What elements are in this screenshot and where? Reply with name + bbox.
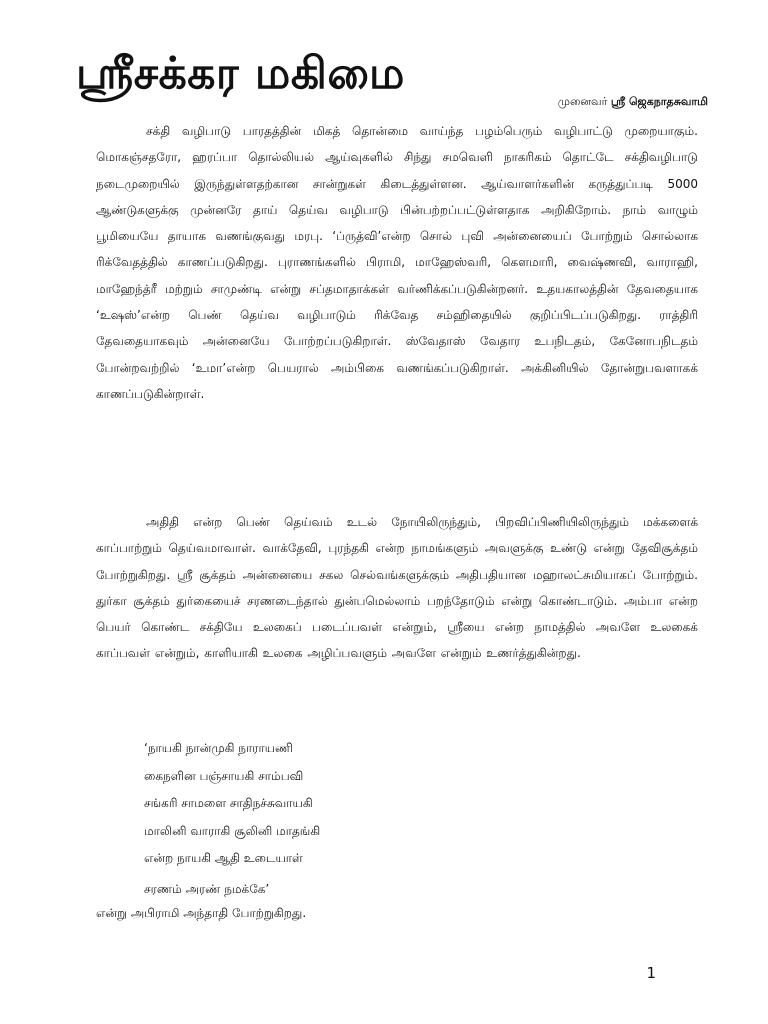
author-prefix: முனைவர் <box>557 95 611 108</box>
body-paragraph-2: அதிதி என்ற பெண் தெய்வம் உடல் நோயிலிருந்தும், பிறவிப்பிணியிலிருந்தும் மக்களைக் காப்பாற்றும் தெய்வமாவாள். வாக்தேவி, புரந்தகி என்ற நாமங்களும் அவளுக்கு உண்டு என்று தேவிசூக்தம் போற்றுகிறது. ஸ்ரீ சூக்தம் அன்னையை சகல செல்வங்களுக்கும் அதிபதியான மஹாலட்சுமியாகப் போற்றும். துர்கா சூக்தம் துர்கையைச் சரணடைந்தால் துன்பமெல்லாம் பறந்தோடும் என்று கொண்டாடும். அம்பா என்ற பெயர் கொண்ட சக்தியே உலகைப் படைப்பவள் என்றும், ஸ்ரீயை என்ற நாமத்தில் அவளே உலகைக் காப்பவள் என்றும், காளியாகி உலகை அழிப்பவளும் அவளே என்றும் உணர்த்துகின்றது. <box>96 515 698 661</box>
verse-line: சரணம் அரண் நமக்கே’ <box>144 881 270 896</box>
author-byline <box>558 94 708 110</box>
page-number: 1 <box>646 964 656 982</box>
body-paragraph-1: சக்தி வழிபாடு பாரதத்தின் மிகத் தொன்மை வாய்ந்த பழம்பெரும் வழிபாட்டு முறையாகும். மொகஞ்சதரோ, ஹரப்பா தொல்லியல் ஆய்வுகளில் சிந்து சமவெளி நாகரிகம் தொட்டே சக்திவழிபாடு நடைமுறையில் இருந்துள்ளதற்கான சான்றுகள் கிடைத்துள்ளன. ஆய்வாளர்களின் கருத்துப்படி 5000 ஆண்டுகளுக்கு முன்னரே தாய் தெய்வ வழிபாடு பின்பற்றப்பட்டுள்ளதாக அறிகிறோம். நாம் வாழும் பூமியையே தாயாக வணங்குவது மரபு. ‘ப்ருத்வி’என்ற சொல் புவி அன்னையைப் போற்றும் சொல்லாக ரிக்வேதத்தில் காணப்படுகிறது. புராணங்களில் பிராமி, மாஹேஸ்வரி, கௌமாரி, வைஷ்ணவி, வாராஹி, மாஹேந்த்ரீ மற்றும் சாமுண்டி என்று சப்தமாதாக்கள் வர்ணிக்கப்படுகின்றனர். உதயகாலத்தின் தேவதையாக ‘உஷஸ்’என்ற பெண் தெய்வ வழிபாடும் ரிக்வேத சம்ஹிதையில் குறிப்பிடப்படுகிறது. ராத்திரி தேவதையாகவும் அன்னையே போற்றப்படுகிறாள். ஸ்வேதாஸ் வேதார உபநிடதம், கேனோபநிடதம் போன்றவற்றில் ‘உமா’என்ற பெயரால் அம்பிகை வணங்கப்படுகிறாள். அக்கினியில் தோன்றுபவளாகக் காணப்படுகின்றாள். <box>96 124 698 401</box>
page-title: ஸ்ரீசக்கர மகிமை <box>76 48 405 99</box>
verse-line: சங்கரி சாமளை சாதிநச்சுவாயகி <box>144 796 313 810</box>
verse-block <box>144 735 320 903</box>
author-name: ஸ்ரீ ஜெகநாதசுவாமி <box>610 95 708 108</box>
verse-line: ‘நாயகி நான்முகி நாராயணி <box>144 741 293 755</box>
verse-line: என்ற நாயகி ஆதி உடையாள் <box>144 851 303 865</box>
closing-line: என்று அபிராமி அந்தாதி போற்றுகிறது. <box>96 906 307 920</box>
verse-line: மாலினி வாராகி சூலினி மாதங்கி <box>144 823 321 838</box>
verse-line: கைநளின பஞ்சாயகி சாம்பவி <box>144 768 304 783</box>
